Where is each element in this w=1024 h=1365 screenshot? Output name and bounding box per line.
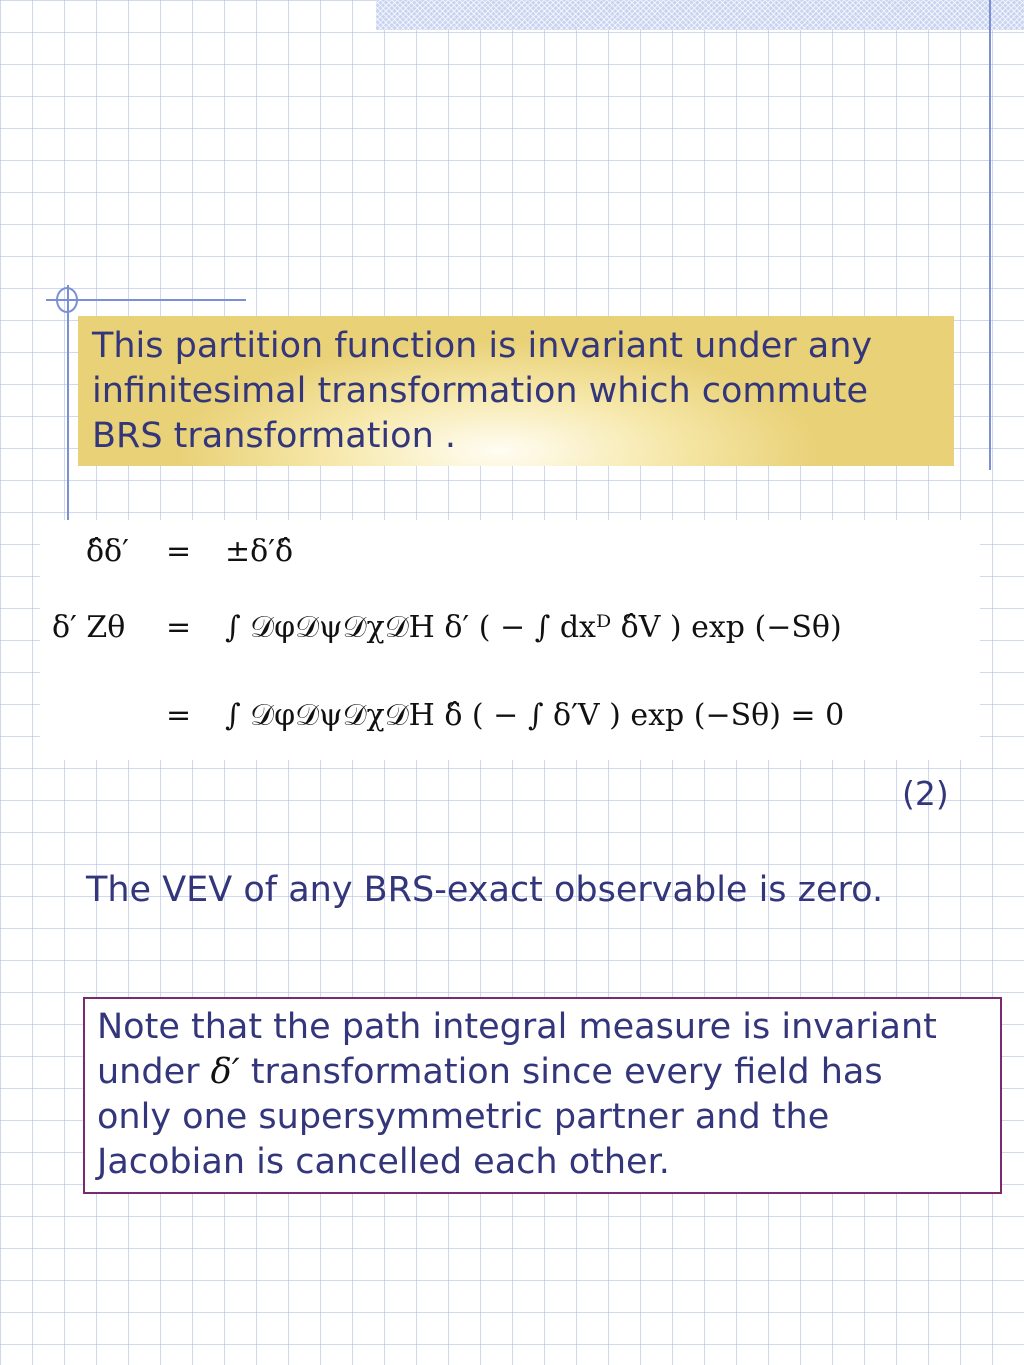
delta-prime-symbol: δ′ bbox=[210, 1052, 240, 1092]
eq1-relation: = bbox=[166, 534, 192, 569]
equation-block bbox=[40, 520, 980, 760]
note-line-4: Jacobian is cancelled each other. bbox=[97, 1142, 670, 1182]
eq2-rhs: ∫ 𝒟φ𝒟ψ𝒟χ𝒟H δ′ ( − ∫ dxᴰ δ̂V ) exp (−Sθ) bbox=[225, 610, 842, 645]
note-line-3: only one supersymmetric partner and the bbox=[97, 1097, 830, 1137]
decorative-left-line bbox=[67, 285, 69, 520]
note-line-1: Note that the path integral measure is invariant bbox=[97, 1007, 937, 1047]
note-line-2 bbox=[97, 1050, 988, 1095]
note-line-2-before: under bbox=[97, 1052, 200, 1092]
note-line-2-after: transformation since every field has bbox=[250, 1052, 883, 1092]
eq1-lhs: δ̂δ′ bbox=[86, 534, 129, 569]
vev-statement: The VEV of any BRS-exact observable is zero. bbox=[86, 870, 884, 910]
decorative-right-line bbox=[989, 0, 991, 470]
note-box bbox=[83, 997, 1002, 1194]
eq3-relation: = bbox=[166, 698, 192, 733]
equation-number: (2) bbox=[902, 774, 949, 813]
eq2-relation: = bbox=[166, 610, 192, 645]
eq2-lhs: δ′ Zθ bbox=[52, 610, 126, 645]
decorative-circle bbox=[56, 287, 78, 313]
highlight-box bbox=[78, 316, 954, 466]
eq3-rhs: ∫ 𝒟φ𝒟ψ𝒟χ𝒟H δ̂ ( − ∫ δ′V ) exp (−Sθ) = 0 bbox=[225, 698, 845, 733]
eq1-rhs: ±δ′δ̂ bbox=[225, 534, 294, 569]
highlight-text: This partition function is invariant under any infinitesimal transformation which commute BRS transformation . bbox=[92, 326, 873, 456]
decorative-top-band bbox=[376, 0, 1024, 30]
